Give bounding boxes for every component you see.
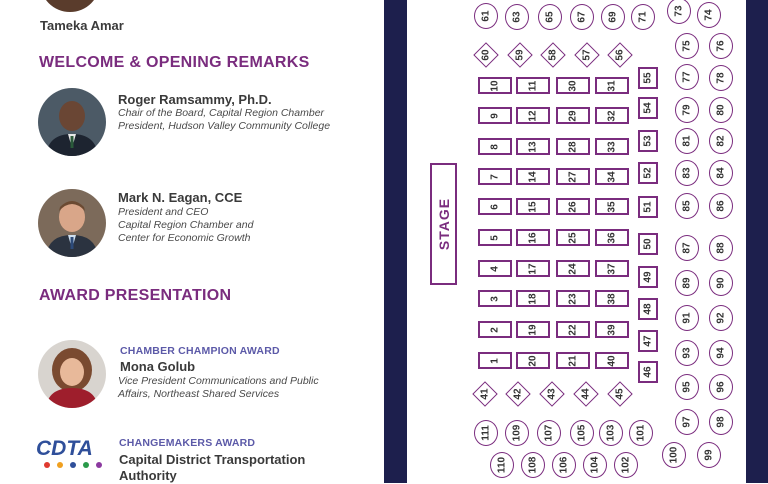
table-number: 7 xyxy=(489,173,501,180)
table-13[interactable] xyxy=(516,138,550,155)
table-20[interactable] xyxy=(516,352,550,369)
stage xyxy=(430,163,457,285)
table-102[interactable] xyxy=(614,452,638,478)
table-number: 1 xyxy=(489,357,501,364)
table-73[interactable] xyxy=(667,0,691,24)
table-number: 108 xyxy=(527,456,539,474)
table-95[interactable] xyxy=(675,374,699,400)
table-2[interactable] xyxy=(478,321,512,338)
table-77[interactable] xyxy=(675,64,699,90)
table-number: 67 xyxy=(576,11,588,23)
table-number: 45 xyxy=(614,388,626,400)
table-number: 81 xyxy=(681,135,693,147)
table-89[interactable] xyxy=(675,270,699,296)
table-number: 5 xyxy=(489,234,501,241)
table-number: 51 xyxy=(642,201,654,213)
table-5[interactable] xyxy=(478,229,512,246)
table-number: 8 xyxy=(489,143,501,150)
table-number: 55 xyxy=(642,72,654,84)
table-number: 87 xyxy=(681,242,693,254)
table-number: 20 xyxy=(527,354,539,367)
person-name: Tameka Amar xyxy=(40,18,124,33)
table-number: 69 xyxy=(607,11,619,23)
table-number: 80 xyxy=(715,104,727,116)
table-22[interactable] xyxy=(556,321,590,338)
table-number: 91 xyxy=(681,312,693,324)
avatar xyxy=(40,0,100,12)
table-number: 29 xyxy=(567,109,579,122)
table-number: 95 xyxy=(681,381,693,393)
table-9[interactable] xyxy=(478,107,512,124)
table-number: 56 xyxy=(614,49,626,61)
table-4[interactable] xyxy=(478,260,512,277)
table-80[interactable] xyxy=(709,97,733,123)
table-30[interactable] xyxy=(556,77,590,94)
table-number: 111 xyxy=(480,425,492,441)
table-33[interactable] xyxy=(595,138,629,155)
table-number: 93 xyxy=(681,347,693,359)
table-number: 21 xyxy=(567,354,579,367)
speaker-name: Roger Ramsammy, Ph.D. xyxy=(118,92,272,107)
avatar xyxy=(38,88,106,156)
table-61[interactable] xyxy=(474,3,498,29)
table-11[interactable] xyxy=(516,77,550,94)
awardee-name: Mona Golub xyxy=(120,359,196,374)
table-number: 42 xyxy=(512,388,524,400)
avatar xyxy=(38,340,106,408)
table-number: 109 xyxy=(511,424,523,442)
table-number: 28 xyxy=(567,140,579,153)
seating-chart xyxy=(407,0,746,483)
table-number: 60 xyxy=(480,49,492,61)
table-84[interactable] xyxy=(709,160,733,186)
table-number: 110 xyxy=(496,456,508,474)
table-3[interactable] xyxy=(478,290,512,307)
speaker-title: President and CEO Capital Region Chamber and Center for Economic Growth xyxy=(118,206,254,244)
table-19[interactable] xyxy=(516,321,550,338)
table-number: 31 xyxy=(606,79,618,92)
table-number: 79 xyxy=(681,104,693,116)
table-106[interactable] xyxy=(552,452,576,478)
table-number: 65 xyxy=(544,11,556,23)
table-number: 84 xyxy=(715,167,727,179)
table-85[interactable] xyxy=(675,193,699,219)
table-number: 76 xyxy=(715,40,727,52)
table-number: 34 xyxy=(606,170,618,183)
table-number: 50 xyxy=(642,238,654,250)
table-number: 44 xyxy=(580,388,592,400)
table-number: 75 xyxy=(681,40,693,52)
table-100[interactable] xyxy=(662,442,686,468)
table-number: 77 xyxy=(681,71,693,83)
table-55[interactable] xyxy=(638,67,658,89)
table-number: 27 xyxy=(567,170,579,183)
table-26[interactable] xyxy=(556,198,590,215)
table-35[interactable] xyxy=(595,198,629,215)
table-number: 98 xyxy=(715,416,727,428)
table-number: 61 xyxy=(480,10,492,22)
table-number: 106 xyxy=(558,456,570,474)
table-number: 107 xyxy=(543,424,555,442)
table-number: 53 xyxy=(642,135,654,147)
table-86[interactable] xyxy=(709,193,733,219)
awardee-title: Vice President Communications and Public Affairs, Northeast Shared Services xyxy=(118,375,319,400)
table-number: 89 xyxy=(681,277,693,289)
table-number: 9 xyxy=(489,112,501,119)
table-number: 15 xyxy=(527,200,539,213)
table-number: 88 xyxy=(715,242,727,254)
table-number: 63 xyxy=(511,11,523,23)
table-number: 83 xyxy=(681,167,693,179)
table-39[interactable] xyxy=(595,321,629,338)
awardee-name: Capital District Transportation Authority xyxy=(119,452,306,483)
table-82[interactable] xyxy=(709,128,733,154)
table-number: 99 xyxy=(703,449,715,461)
table-53[interactable] xyxy=(638,130,658,152)
table-number: 86 xyxy=(715,200,727,212)
table-105[interactable] xyxy=(570,420,594,446)
stage-label: STAGE xyxy=(435,197,452,251)
table-number: 71 xyxy=(637,11,649,23)
table-91[interactable] xyxy=(675,305,699,331)
table-number: 92 xyxy=(715,312,727,324)
table-number: 100 xyxy=(668,446,680,464)
table-number: 37 xyxy=(606,262,618,275)
table-number: 90 xyxy=(715,277,727,289)
table-27[interactable] xyxy=(556,168,590,185)
table-7[interactable] xyxy=(478,168,512,185)
cdta-logo xyxy=(36,437,112,473)
award-label: CHANGEMAKERS AWARD xyxy=(119,437,256,449)
table-number: 47 xyxy=(642,335,654,347)
table-107[interactable] xyxy=(537,420,561,446)
table-31[interactable] xyxy=(595,77,629,94)
logo-text: CDTA xyxy=(36,437,93,460)
table-109[interactable] xyxy=(505,420,529,446)
table-8[interactable] xyxy=(478,138,512,155)
table-number: 30 xyxy=(567,79,579,92)
table-111[interactable] xyxy=(474,420,498,446)
table-number: 38 xyxy=(606,292,618,305)
table-number: 103 xyxy=(605,424,617,442)
table-32[interactable] xyxy=(595,107,629,124)
table-46[interactable] xyxy=(638,361,658,383)
table-number: 11 xyxy=(527,80,539,91)
table-number: 19 xyxy=(527,323,539,336)
table-number: 23 xyxy=(567,292,579,305)
table-67[interactable] xyxy=(570,4,594,30)
table-41[interactable] xyxy=(472,381,497,406)
table-108[interactable] xyxy=(521,452,545,478)
table-number: 26 xyxy=(567,200,579,213)
table-56[interactable] xyxy=(607,42,632,67)
table-58[interactable] xyxy=(540,42,565,67)
table-52[interactable] xyxy=(638,162,658,184)
table-1[interactable] xyxy=(478,352,512,369)
table-48[interactable] xyxy=(638,298,658,320)
table-93[interactable] xyxy=(675,340,699,366)
table-number: 40 xyxy=(606,354,618,367)
table-74[interactable] xyxy=(697,2,721,28)
table-number: 17 xyxy=(527,262,539,275)
table-number: 24 xyxy=(567,262,579,275)
table-16[interactable] xyxy=(516,229,550,246)
table-number: 12 xyxy=(527,109,539,122)
table-44[interactable] xyxy=(573,381,598,406)
table-110[interactable] xyxy=(490,452,514,478)
table-number: 4 xyxy=(489,265,501,272)
table-49[interactable] xyxy=(638,266,658,288)
table-90[interactable] xyxy=(709,270,733,296)
table-number: 49 xyxy=(642,271,654,283)
table-54[interactable] xyxy=(638,97,658,119)
table-number: 33 xyxy=(606,140,618,153)
table-number: 82 xyxy=(715,135,727,147)
table-number: 48 xyxy=(642,303,654,315)
table-29[interactable] xyxy=(556,107,590,124)
table-47[interactable] xyxy=(638,330,658,352)
table-number: 102 xyxy=(620,456,632,474)
table-36[interactable] xyxy=(595,229,629,246)
table-81[interactable] xyxy=(675,128,699,154)
table-25[interactable] xyxy=(556,229,590,246)
table-23[interactable] xyxy=(556,290,590,307)
table-51[interactable] xyxy=(638,196,658,218)
table-number: 25 xyxy=(567,231,579,244)
table-15[interactable] xyxy=(516,198,550,215)
table-43[interactable] xyxy=(539,381,564,406)
table-104[interactable] xyxy=(583,452,607,478)
avatar xyxy=(38,189,106,257)
border-bar xyxy=(746,0,768,483)
table-59[interactable] xyxy=(507,42,532,67)
table-number: 85 xyxy=(681,200,693,212)
table-98[interactable] xyxy=(709,409,733,435)
table-76[interactable] xyxy=(709,33,733,59)
table-50[interactable] xyxy=(638,233,658,255)
table-number: 94 xyxy=(715,347,727,359)
table-number: 43 xyxy=(546,388,558,400)
table-number: 22 xyxy=(567,323,579,336)
table-number: 3 xyxy=(489,295,501,302)
table-65[interactable] xyxy=(538,4,562,30)
table-number: 57 xyxy=(581,49,593,61)
table-number: 73 xyxy=(673,5,685,17)
table-number: 101 xyxy=(635,424,647,442)
table-24[interactable] xyxy=(556,260,590,277)
table-88[interactable] xyxy=(709,235,733,261)
table-number: 105 xyxy=(576,424,588,442)
table-number: 32 xyxy=(606,109,618,122)
table-99[interactable] xyxy=(697,442,721,468)
table-number: 2 xyxy=(489,326,501,333)
table-92[interactable] xyxy=(709,305,733,331)
table-38[interactable] xyxy=(595,290,629,307)
table-79[interactable] xyxy=(675,97,699,123)
table-34[interactable] xyxy=(595,168,629,185)
table-42[interactable] xyxy=(505,381,530,406)
table-number: 104 xyxy=(589,456,601,474)
table-63[interactable] xyxy=(505,4,529,30)
table-96[interactable] xyxy=(709,374,733,400)
table-number: 96 xyxy=(715,381,727,393)
table-60[interactable] xyxy=(473,42,498,67)
table-45[interactable] xyxy=(607,381,632,406)
table-number: 35 xyxy=(606,200,618,213)
table-101[interactable] xyxy=(629,420,653,446)
table-28[interactable] xyxy=(556,138,590,155)
table-83[interactable] xyxy=(675,160,699,186)
table-number: 59 xyxy=(514,49,526,61)
table-number: 97 xyxy=(681,416,693,428)
table-57[interactable] xyxy=(574,42,599,67)
table-number: 78 xyxy=(715,72,727,84)
table-number: 39 xyxy=(606,323,618,336)
table-17[interactable] xyxy=(516,260,550,277)
table-number: 36 xyxy=(606,231,618,244)
table-number: 6 xyxy=(489,203,501,210)
table-94[interactable] xyxy=(709,340,733,366)
table-78[interactable] xyxy=(709,65,733,91)
speaker-name: Mark N. Eagan, CCE xyxy=(118,190,243,205)
table-69[interactable] xyxy=(601,4,625,30)
table-103[interactable] xyxy=(599,420,623,446)
table-75[interactable] xyxy=(675,33,699,59)
table-21[interactable] xyxy=(556,352,590,369)
table-number: 58 xyxy=(547,49,559,61)
program-panel xyxy=(0,0,384,483)
table-97[interactable] xyxy=(675,409,699,435)
table-number: 13 xyxy=(527,140,539,153)
table-number: 46 xyxy=(642,366,654,378)
table-71[interactable] xyxy=(631,4,655,30)
table-number: 10 xyxy=(489,79,501,92)
table-number: 16 xyxy=(527,231,539,244)
table-37[interactable] xyxy=(595,260,629,277)
table-18[interactable] xyxy=(516,290,550,307)
table-number: 18 xyxy=(527,292,539,305)
table-87[interactable] xyxy=(675,235,699,261)
section-heading: WELCOME & OPENING REMARKS xyxy=(39,54,310,71)
award-label: CHAMBER CHAMPION AWARD xyxy=(120,345,280,357)
divider-bar xyxy=(384,0,407,483)
table-number: 54 xyxy=(642,102,654,114)
table-number: 14 xyxy=(527,170,539,183)
section-heading: AWARD PRESENTATION xyxy=(39,287,232,304)
table-number: 41 xyxy=(479,388,491,400)
table-12[interactable] xyxy=(516,107,550,124)
table-6[interactable] xyxy=(478,198,512,215)
table-14[interactable] xyxy=(516,168,550,185)
table-number: 74 xyxy=(703,9,715,21)
table-number: 52 xyxy=(642,167,654,179)
table-10[interactable] xyxy=(478,77,512,94)
speaker-title: Chair of the Board, Capital Region Chamber President, Hudson Valley Community College xyxy=(118,107,331,132)
table-40[interactable] xyxy=(595,352,629,369)
